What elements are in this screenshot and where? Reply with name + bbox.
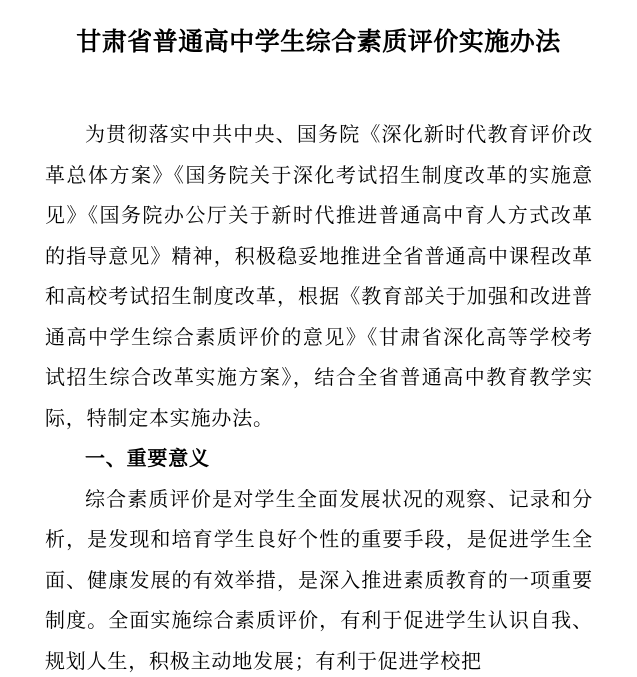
document-body xyxy=(45,114,593,677)
section-paragraph-significance: 综合素质评价是对学生全面发展状况的观察、记录和分析，是发现和培育学生良好个性的重要手段，是促进学生全面、健康发展的有效举措，是深入推进素质教育的一项重要制度。全面实施综合素质评价，有利于促进学生认识自我、规划人生，积极主动地发展；有利于促进学校把 xyxy=(45,486,593,673)
section-heading-significance: 一、重要意义 xyxy=(85,446,210,470)
intro-paragraph: 为贯彻落实中共中央、国务院《深化新时代教育评价改革总体方案》《国务院关于深化考试招生制度改革的实施意见》《国务院办公厅关于新时代推进普通高中育人方式改革的指导意见》精神，积极稳妥地推进全省普通高中课程改革和高校考试招生制度改革，根据《教育部关于加强和改进普通高中学生综合素质评价的意见》《甘肃省深化高等学校考试招生综合改革实施方案》，结合全省普通高中教育教学实际，特制定本实施办法。 xyxy=(45,122,593,430)
document-title: 甘肃省普通高中学生综合素质评价实施办法 xyxy=(76,27,561,56)
